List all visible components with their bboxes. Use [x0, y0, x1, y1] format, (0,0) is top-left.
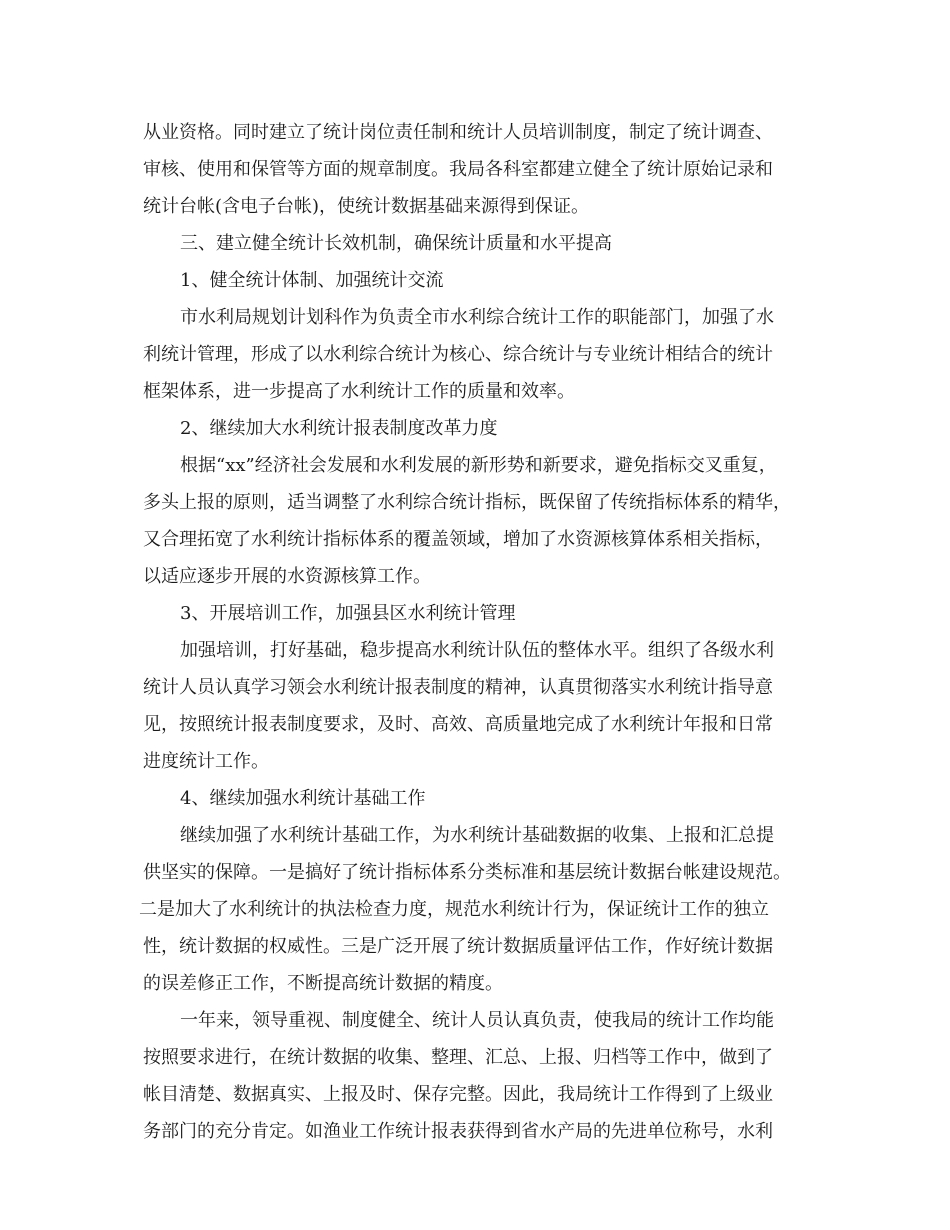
text-line: 加强培训，打好基础，稳步提高水利统计队伍的整体水平。组织了各级水利	[180, 640, 774, 661]
text-line: 继续加强了水利统计基础工作，为水利统计基础数据的收集、上报和汇总提	[180, 825, 774, 846]
heading-line: 3、开展培训工作，加强县区水利统计管理	[180, 603, 516, 624]
text-line: 按照要求进行，在统计数据的收集、整理、汇总、上报、归档等工作中，做到了	[143, 1047, 773, 1068]
subheading-3	[143, 595, 803, 632]
text-line: 帐目清楚、数据真实、上报及时、保存完整。因此，我局统计工作得到了上级业	[143, 1084, 773, 1105]
document-page	[139, 114, 803, 1150]
text-line: 从业资格。同时建立了统计岗位责任制和统计人员培训制度，制定了统计调查、	[143, 122, 773, 143]
text-line: 二是加大了水利统计的执法检查力度，规范水利统计行为，保证统计工作的独立	[139, 899, 769, 920]
text-line: 框架体系，进一步提高了水利统计工作的质量和效率。	[143, 381, 575, 402]
text-line: 市水利局规划计划科作为负责全市水利综合统计工作的职能部门，加强了水	[180, 307, 774, 328]
text-line: 供坚实的保障。一是搞好了统计指标体系分类标准和基层统计数据台帐建设规范。	[143, 862, 791, 883]
subheading-2	[143, 410, 803, 447]
text-line: 性，统计数据的权威性。三是广泛开展了统计数据质量评估工作，作好统计数据	[143, 936, 773, 957]
text-line: 进度统计工作。	[143, 751, 269, 772]
section-heading-3	[143, 225, 803, 262]
text-line: 根据“xx”经济社会发展和水利发展的新形势和新要求，避免指标交叉重复，	[180, 455, 777, 476]
text-line: 的误差修正工作，不断提高统计数据的精度。	[143, 973, 503, 994]
heading-line: 1、健全统计体制、加强统计交流	[180, 270, 444, 291]
text-line: 多头上报的原则，适当调整了水利综合统计指标，既保留了传统指标体系的精华，	[143, 492, 791, 513]
heading-line: 2、继续加大水利统计报表制度改革力度	[180, 418, 498, 439]
paragraph-summary	[143, 1002, 803, 1150]
paragraph-training	[143, 632, 803, 780]
text-line: 务部门的充分肯定。如渔业工作统计报表获得到省水产局的先进单位称号，水利	[143, 1121, 773, 1142]
text-line: 一年来，领导重视、制度健全、统计人员认真负责，使我局的统计工作均能	[180, 1010, 774, 1031]
heading-line: 4、继续加强水利统计基础工作	[180, 788, 426, 809]
paragraph-qualifications	[143, 114, 803, 225]
subheading-4	[143, 780, 803, 817]
text-line: 利统计管理，形成了以水利综合统计为核心、综合统计与专业统计相结合的统计	[143, 344, 773, 365]
subheading-1	[143, 262, 803, 299]
paragraph-reform	[143, 447, 803, 595]
text-line: 统计人员认真学习领会水利统计报表制度的精神，认真贯彻落实水利统计指导意	[143, 677, 773, 698]
text-line: 审核、使用和保管等方面的规章制度。我局各科室都建立健全了统计原始记录和	[143, 159, 773, 180]
text-line: 又合理拓宽了水利统计指标体系的覆盖领域，增加了水资源核算体系相关指标，	[143, 529, 773, 550]
paragraph-foundation	[139, 817, 803, 1002]
text-line: 以适应逐步开展的水资源核算工作。	[143, 566, 431, 587]
paragraph-planning-dept	[143, 299, 803, 410]
heading-line: 三、建立健全统计长效机制，确保统计质量和水平提高	[180, 233, 612, 254]
text-line: 见，按照统计报表制度要求，及时、高效、高质量地完成了水利统计年报和日常	[143, 714, 773, 735]
text-line: 统计台帐(含电子台帐)，使统计数据基础来源得到保证。	[143, 196, 590, 217]
